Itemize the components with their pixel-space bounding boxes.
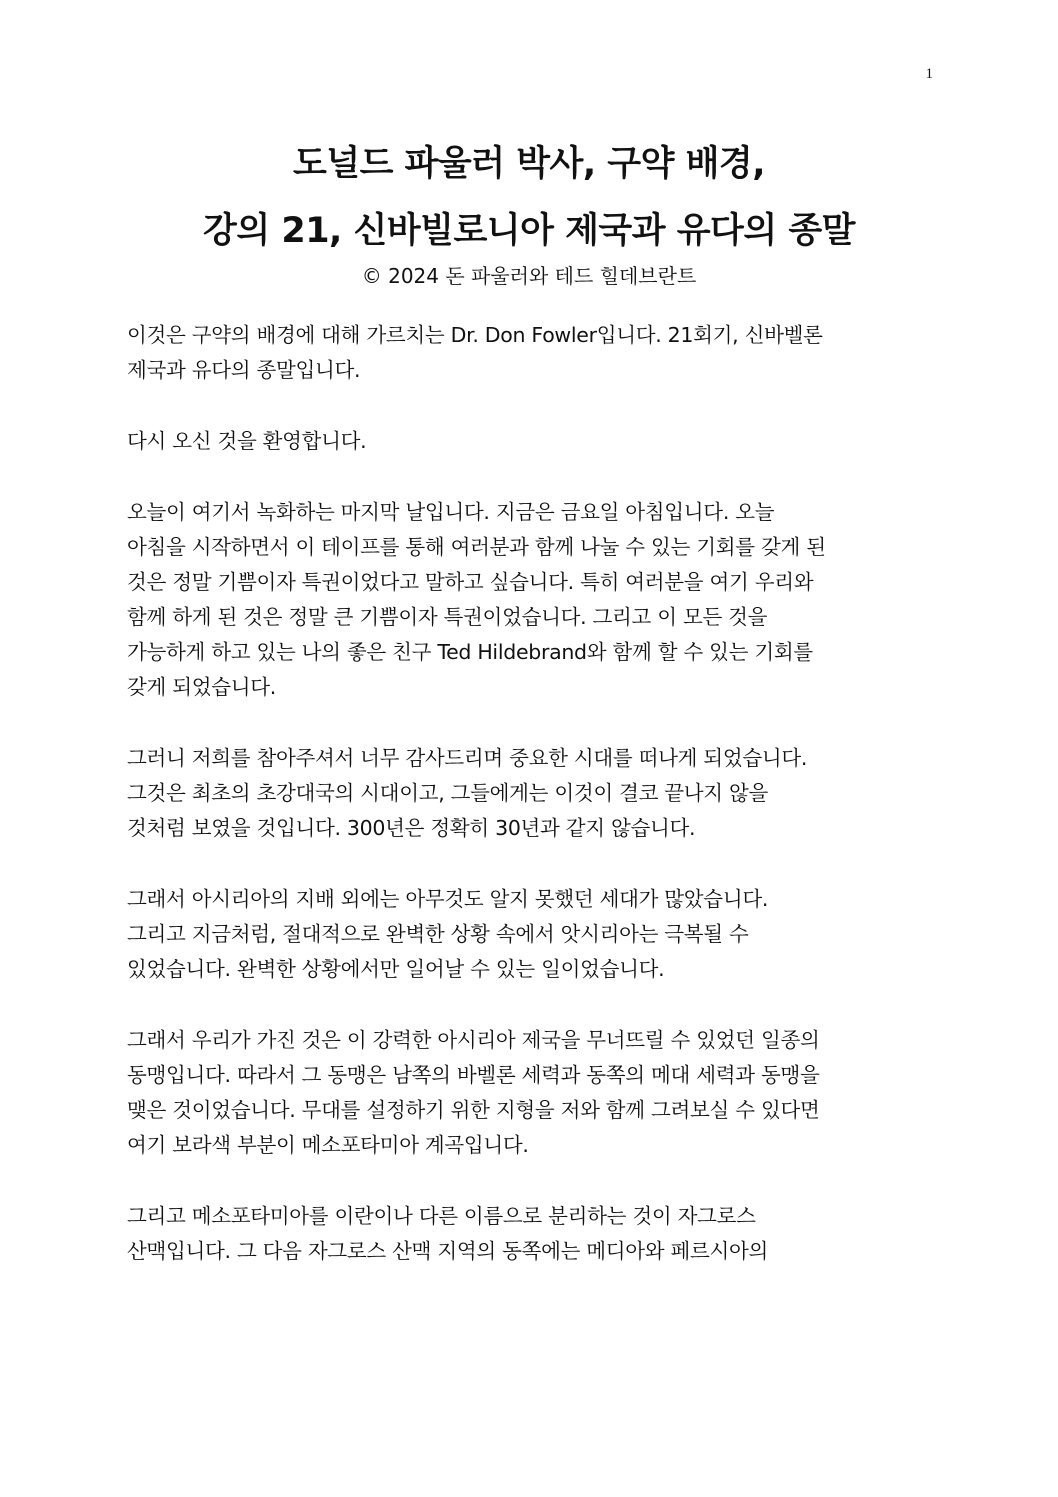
paragraph-line: 그러니 저희를 참아주셔서 너무 감사드리며 중요한 시대를 떠나게 되었습니다.	[127, 746, 808, 770]
title-line-1: 도널드 파울러 박사, 구약 배경,	[292, 144, 766, 184]
paragraph	[127, 882, 937, 987]
paragraph-line: 그래서 아시리아의 지배 외에는 아무것도 알지 못했던 세대가 많았습니다.	[127, 887, 769, 911]
paragraph-line: 그리고 지금처럼, 절대적으로 완벽한 상황 속에서 앗시리아는 극복될 수	[127, 922, 749, 946]
page-number: 1	[925, 66, 933, 82]
paragraph	[127, 495, 937, 705]
paragraph-line: 갖게 되었습니다.	[127, 675, 276, 699]
paragraph-line: 것은 정말 기쁨이자 특권이었다고 말하고 싶습니다. 특히 여러분을 여기 우리와	[127, 570, 814, 594]
title-line-2: 강의 21, 신바빌로니아 제국과 유다의 종말	[203, 211, 855, 251]
document-body	[127, 318, 937, 1305]
paragraph	[127, 1023, 937, 1163]
paragraph-line: 맺은 것이었습니다. 무대를 설정하기 위한 지형을 저와 함께 그려보실 수 있다면	[127, 1098, 820, 1122]
paragraph-line: 동맹입니다. 따라서 그 동맹은 남쪽의 바벨론 세력과 동쪽의 메대 세력과 동맹을	[127, 1063, 820, 1087]
paragraph-line: 그리고 메소포타미아를 이란이나 다른 이름으로 분리하는 것이 자그로스	[127, 1204, 756, 1228]
paragraph-line: 아침을 시작하면서 이 테이프를 통해 여러분과 함께 나눌 수 있는 기회를 갖게 된	[127, 535, 826, 559]
paragraph-line: 오늘이 여기서 녹화하는 마지막 날입니다. 지금은 금요일 아침입니다. 오늘	[127, 500, 775, 524]
paragraph	[127, 318, 937, 388]
paragraph	[127, 1199, 937, 1269]
paragraph	[127, 741, 937, 846]
paragraph-line: 이것은 구약의 배경에 대해 가르치는 Dr. Don Fowler입니다. 21회기, 신바벨론	[127, 323, 823, 347]
paragraph-line: 그것은 최초의 초강대국의 시대이고, 그들에게는 이것이 결코 끝나지 않을	[127, 781, 769, 805]
paragraph-line: 가능하게 하고 있는 나의 좋은 친구 Ted Hildebrand와 함께 할 수 있는 기회를	[127, 640, 813, 664]
paragraph-line: 함께 하게 된 것은 정말 큰 기쁨이자 특권이었습니다. 그리고 이 모든 것을	[127, 605, 768, 629]
paragraph-line: 다시 오신 것을 환영합니다.	[127, 429, 367, 453]
paragraph-line: 있었습니다. 완벽한 상황에서만 일어날 수 있는 일이었습니다.	[127, 957, 665, 981]
copyright-line: © 2024 돈 파울러와 테드 힐데브란트	[361, 264, 697, 288]
paragraph-line: 것처럼 보였을 것입니다. 300년은 정확히 30년과 같지 않습니다.	[127, 816, 696, 840]
paragraph-line: 산맥입니다. 그 다음 자그로스 산맥 지역의 동쪽에는 메디아와 페르시아의	[127, 1239, 769, 1263]
paragraph-line: 여기 보라색 부분이 메소포타미아 계곡입니다.	[127, 1133, 529, 1157]
paragraph-line: 그래서 우리가 가진 것은 이 강력한 아시리아 제국을 무너뜨릴 수 있었던 일종의	[127, 1028, 820, 1052]
paragraph-line: 제국과 유다의 종말입니다.	[127, 358, 361, 382]
paragraph	[127, 424, 937, 459]
